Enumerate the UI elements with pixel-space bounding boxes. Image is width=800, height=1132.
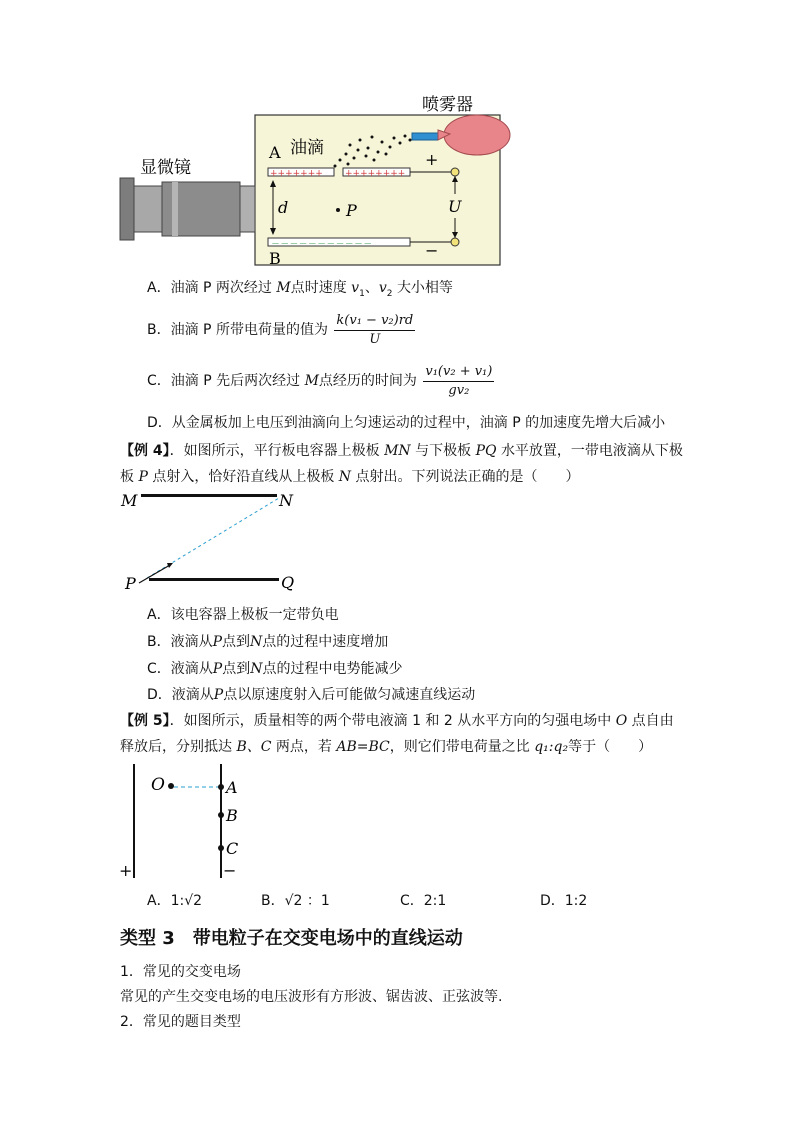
right-plate (220, 764, 222, 878)
left-plate (133, 764, 135, 878)
example-5-line-1: 【例 5】．如图所示，质量相等的两个带电液滴 1 和 2 从水平方向的匀强电场中 O 点自由 (120, 713, 674, 729)
example-5-option-b: B．√2 ：1 (261, 893, 330, 909)
section-item-2: 2．常见的题目类型 (120, 1014, 241, 1030)
point-p-label: P (346, 201, 357, 220)
plate-b-charges: — — — — — — — — — — — (272, 239, 372, 247)
microscope-icon (120, 178, 255, 240)
point-o (168, 783, 174, 789)
formula-time: $\frac{\text{v₁(v₂ + v₁)}}{\text{gv₂}}$ (425, 363, 493, 398)
q3-option-c: C．油滴 P 先后两次经过 M点经历的时间为 $\frac{\text{v₁(v₂ + v₁)}}{\text{gv₂}}$ (147, 363, 493, 398)
example-4-option-a: A．该电容器上极板一定带负电 (147, 607, 339, 623)
q3-option-b: B．油滴 P 所带电荷量的值为 $\frac{\text{k(v₁ − v₂)rd}}{U}$ (147, 312, 414, 347)
example-4-tag: 【例 4】 (120, 443, 170, 459)
sprayer-nozzle (412, 133, 438, 140)
minus-sign: − (425, 241, 439, 260)
example-5-option-c: C．2:1 (400, 893, 447, 909)
droplet-path (147, 498, 279, 578)
label-q: Q (281, 573, 295, 592)
plate-a-label: A (269, 143, 281, 162)
terminal-top (451, 168, 459, 176)
q3-option-a: A．油滴 P 两次经过 M点时速度 $v_1$、$v_2$ 大小相等 (147, 280, 453, 299)
section-item-1: 1．常见的交变电场 (120, 964, 241, 980)
q3-option-d: D．从金属板加上电压到油滴向上匀速运动的过程中，油滴 P 的加速度先增大后减小 (147, 415, 666, 431)
plate-pq (149, 578, 279, 581)
example-4-line-1: 【例 4】．如图所示，平行板电容器上极板 MN 与下极板 PQ 水平放置，一带电液滴从下极 (120, 443, 683, 459)
section-paragraph-1: 常见的产生交变电场的电压波形有方形波、锯齿波、正弦波等. (120, 989, 503, 1005)
voltage-label-u: U (448, 197, 462, 216)
plate-b-label: B (269, 249, 281, 268)
plate-mn (141, 494, 277, 497)
oil-drop-label: 油滴 (290, 138, 324, 158)
terminal-bottom (451, 238, 459, 246)
label-a: A (226, 778, 238, 797)
plus-label: + (119, 861, 133, 880)
formula-charge: $\frac{\text{k(v₁ − v₂)rd}}{U}$ (336, 312, 414, 347)
point-a (218, 784, 224, 790)
example-4-option-b: B．液滴从P点到N点的过程中速度增加 (147, 634, 389, 650)
example-5-option-a: A．1:√2 (147, 893, 203, 909)
plate-a-charges-left: +++++++ (270, 169, 323, 179)
example-5-tag: 【例 5】 (120, 713, 170, 729)
point-b (218, 812, 224, 818)
label-c: C (226, 839, 239, 858)
oil-drop-apparatus-figure (110, 90, 530, 270)
sprayer-label: 喷雾器 (422, 95, 473, 115)
label-o: O (151, 775, 165, 795)
plate-a-charges-right: ++++++++ (345, 169, 406, 179)
distance-label-d: d (278, 198, 289, 217)
example-4-option-c: C．液滴从P点到N点的过程中电势能减少 (147, 661, 403, 677)
sprayer-bulb-icon (444, 115, 510, 155)
example-5-option-d: D．1:2 (540, 893, 588, 909)
capacitor-plates-figure (115, 488, 305, 593)
plus-sign: + (425, 150, 439, 169)
example-4-option-d: D．液滴从P点以原速度射入后可能做匀减速直线运动 (147, 687, 476, 703)
label-p: P (125, 574, 136, 593)
label-n: N (279, 491, 293, 510)
minus-label: − (223, 861, 237, 880)
section-heading: 类型 3 带电粒子在交变电场中的直线运动 (120, 928, 463, 949)
microscope-label: 显微镜 (140, 158, 191, 178)
point-c (218, 845, 224, 851)
uniform-field-figure (115, 762, 265, 882)
example-4-line-2: 板 P 点射入，恰好沿直线从上极板 N 点射出。下列说法正确的是（ ） (120, 469, 580, 485)
label-m: M (121, 491, 138, 510)
example-5-line-2: 释放后，分别抵达 B、C 两点，若 AB=BC，则它们带电荷量之比 q₁:q₂等于（ ） (120, 739, 653, 755)
label-b: B (226, 806, 238, 825)
